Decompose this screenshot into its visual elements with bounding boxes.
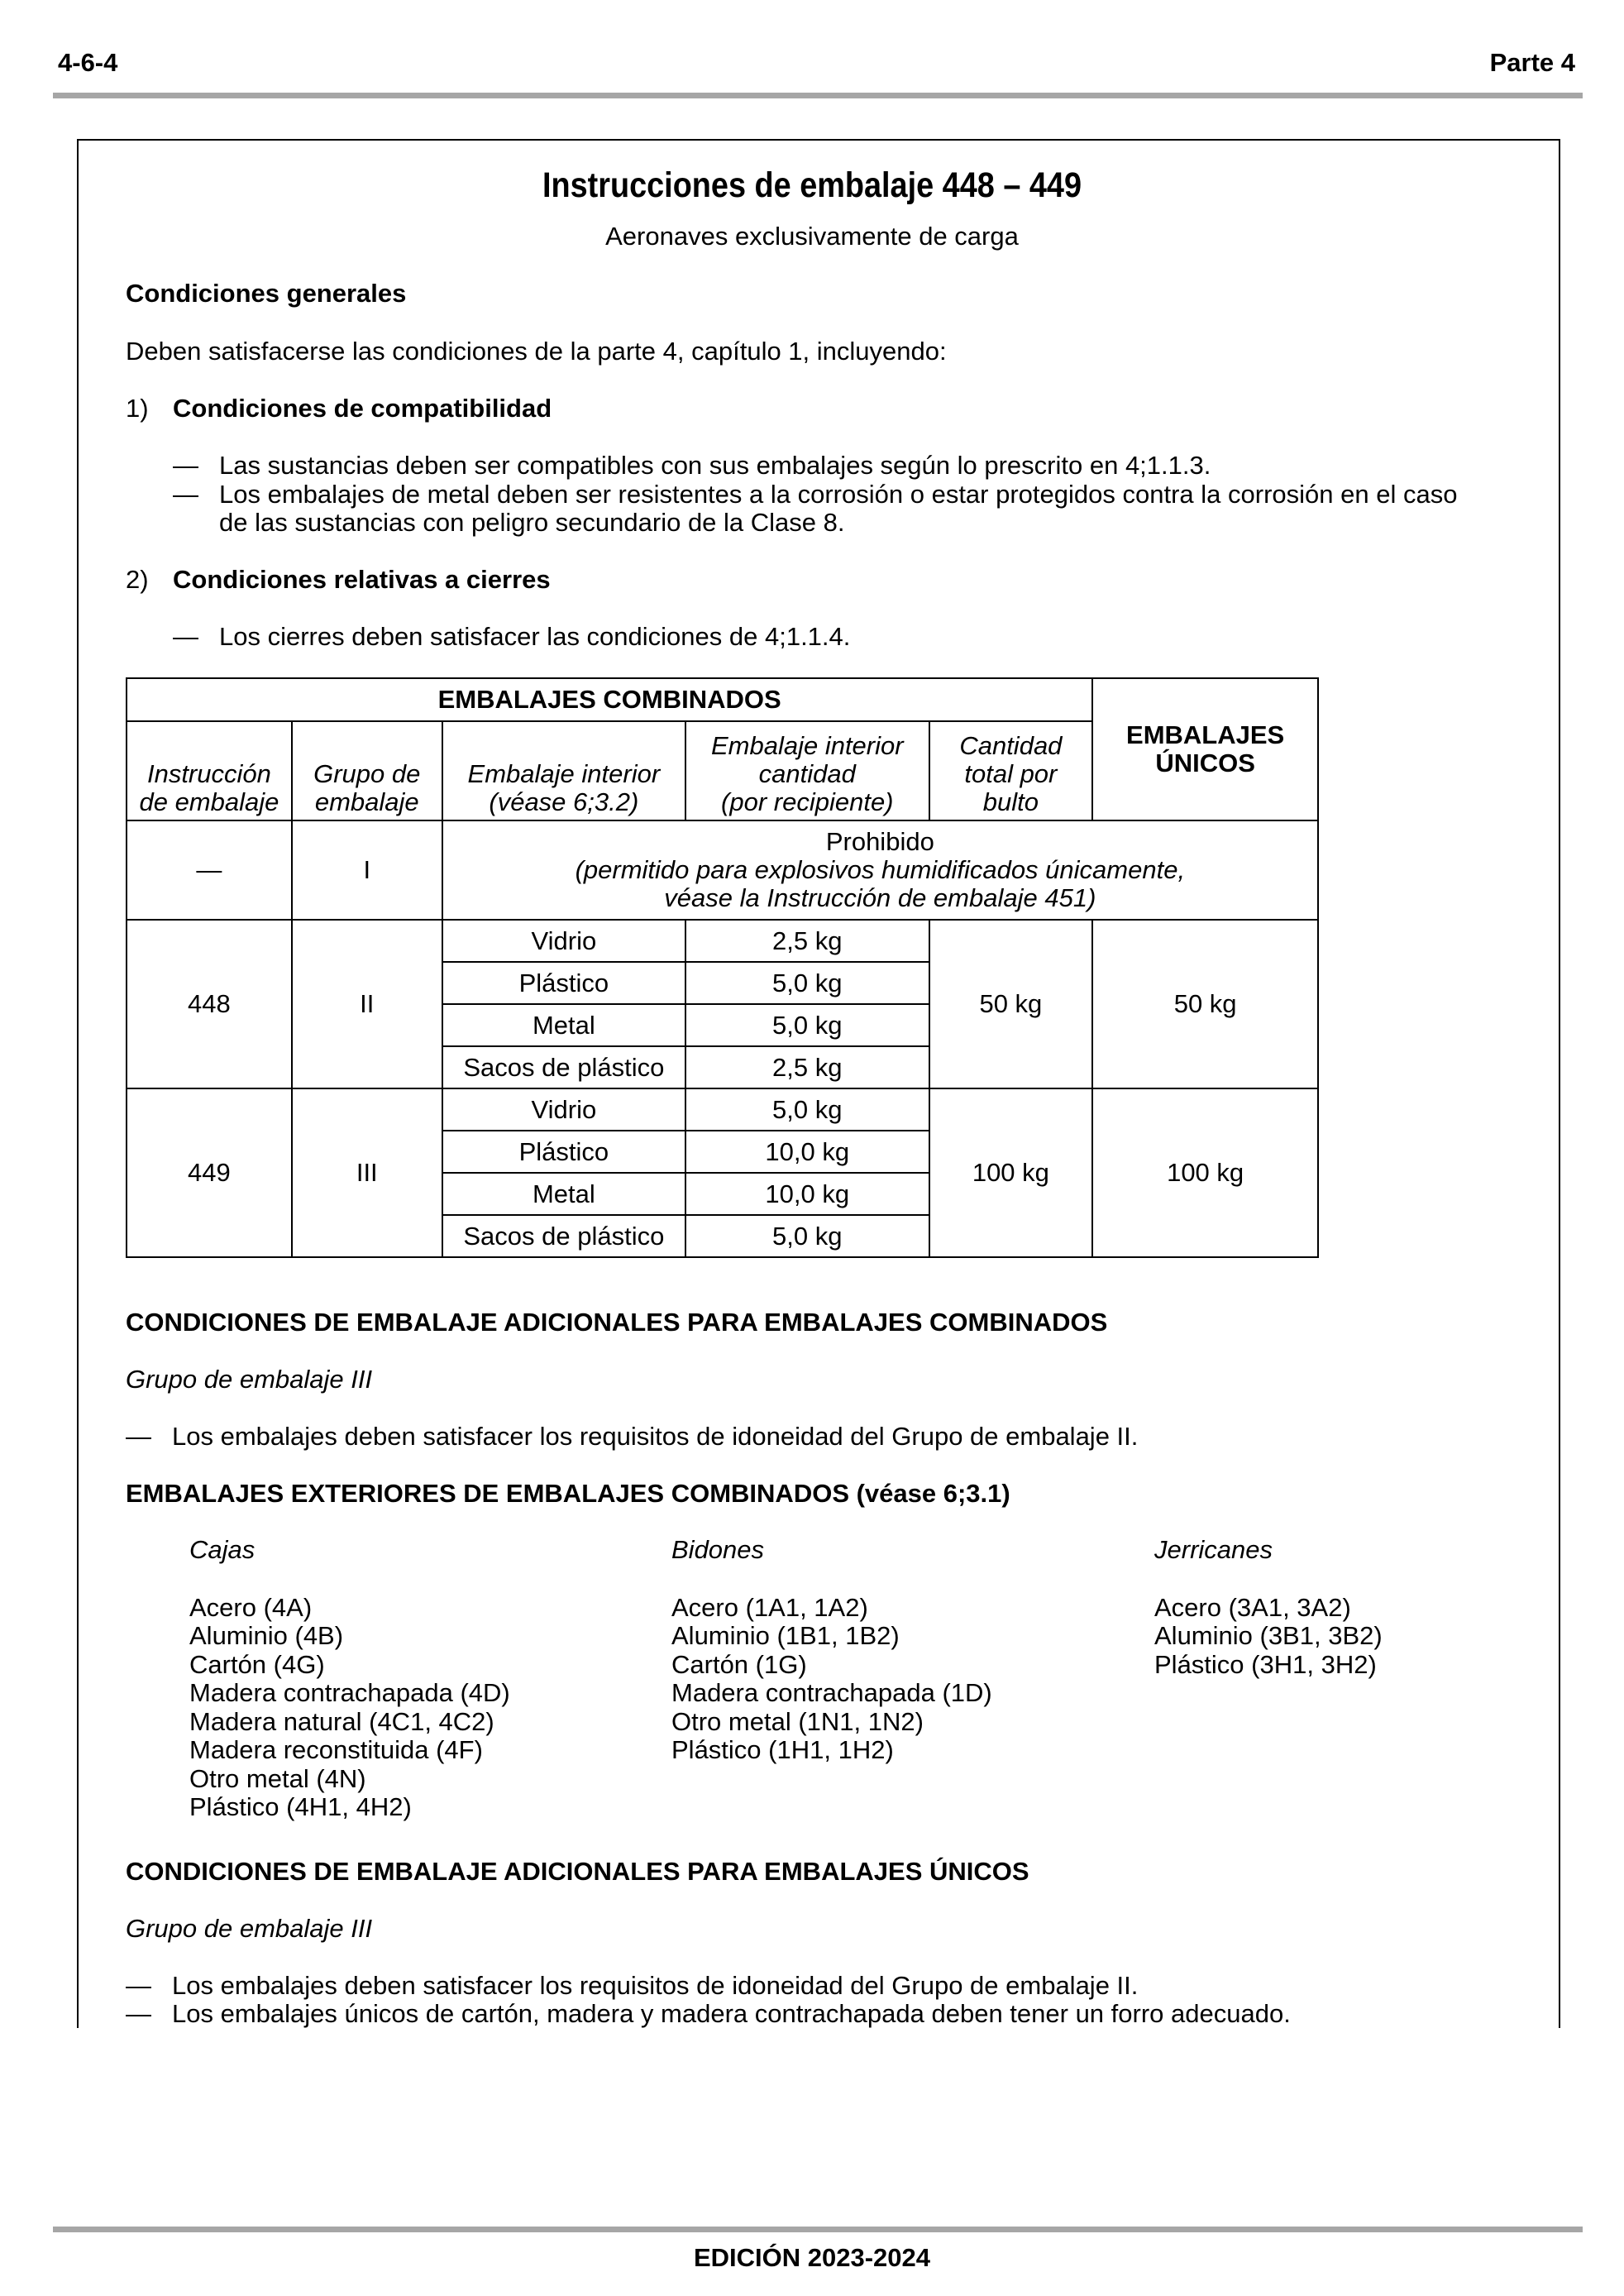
instruction-cell: — <box>127 820 292 920</box>
additional-single-group: Grupo de embalaje III <box>126 1914 373 1943</box>
inner-qty-cell: 5,0 kg <box>685 962 929 1004</box>
list-item: Acero (4A) <box>189 1592 313 1622</box>
cond1-number: 1) <box>126 394 149 423</box>
cond1-item-continued: de las sustancias con peligro secundario de la Clase 8. <box>219 508 845 537</box>
forbidden-note: Prohibido (permitido para explosivos humidificados únicamente, véase la Instrucción de embalaje 451) <box>442 820 1318 920</box>
list-item: Plástico (4H1, 4H2) <box>189 1792 412 1821</box>
single-cell: 100 kg <box>1092 1088 1318 1257</box>
group-cell: III <box>292 1088 442 1257</box>
group-cell: II <box>292 920 442 1088</box>
single-cell: 50 kg <box>1092 920 1318 1088</box>
cond1-item: Los embalajes de metal deben ser resistentes a la corrosión o estar protegidos contra la corrosión en el caso <box>219 480 1458 509</box>
page-number: 4-6-4 <box>58 48 118 77</box>
header-rule <box>53 93 1583 98</box>
inner-qty-cell: 2,5 kg <box>685 920 929 962</box>
single-header: EMBALAJES ÚNICOS <box>1092 678 1318 820</box>
inner-type-cell: Sacos de plástico <box>442 1215 685 1257</box>
additional-combined-heading: CONDICIONES DE EMBALAJE ADICIONALES PARA EMBALAJES COMBINADOS <box>126 1308 1108 1337</box>
total-cell: 50 kg <box>929 920 1093 1088</box>
inner-type-cell: Plástico <box>442 1131 685 1173</box>
col-inner-qty-header: Embalaje interior cantidad (por recipiente) <box>685 721 929 820</box>
list-item: Madera reconstituida (4F) <box>189 1735 483 1764</box>
inner-type-cell: Plástico <box>442 962 685 1004</box>
footer-rule <box>53 2227 1583 2232</box>
table-row-forbidden <box>127 820 1318 920</box>
list-item: Acero (3A1, 3A2) <box>1154 1592 1351 1622</box>
dash: — <box>126 1422 151 1451</box>
dash: — <box>173 480 198 509</box>
additional-single-heading: CONDICIONES DE EMBALAJE ADICIONALES PARA EMBALAJES ÚNICOS <box>126 1857 1029 1886</box>
part-label: Parte 4 <box>1489 48 1575 77</box>
total-cell: 100 kg <box>929 1088 1093 1257</box>
dash: — <box>173 451 198 480</box>
additional-single-item: Los embalajes deben satisfacer los requisitos de idoneidad del Grupo de embalaje II. <box>172 1971 1139 2000</box>
list-item: Madera natural (4C1, 4C2) <box>189 1706 494 1736</box>
page-title: Instrucciones de embalaje 448 – 449 <box>542 165 1082 205</box>
instruction-cell: 448 <box>127 920 292 1088</box>
list-item: Aluminio (4B) <box>189 1621 344 1650</box>
dash: — <box>173 622 198 651</box>
edition-footer: EDICIÓN 2023-2024 <box>693 2243 931 2272</box>
combined-header: EMBALAJES COMBINADOS <box>127 678 1092 721</box>
inner-qty-cell: 2,5 kg <box>685 1046 929 1088</box>
general-intro: Deben satisfacerse las condiciones de la parte 4, capítulo 1, incluyendo: <box>126 337 947 366</box>
inner-qty-cell: 5,0 kg <box>685 1215 929 1257</box>
additional-combined-group: Grupo de embalaje III <box>126 1365 373 1394</box>
page-subtitle: Aeronaves exclusivamente de carga <box>605 222 1019 251</box>
additional-combined-item: Los embalajes deben satisfacer los requisitos de idoneidad del Grupo de embalaje II. <box>172 1422 1139 1451</box>
instruction-cell: 449 <box>127 1088 292 1257</box>
col-total-header: Cantidad total por bulto <box>929 721 1093 820</box>
table-row <box>127 1088 1318 1131</box>
inner-qty-cell: 10,0 kg <box>685 1131 929 1173</box>
col-instruction-header: Instrucción de embalaje <box>127 721 292 820</box>
list-item: Aluminio (3B1, 3B2) <box>1154 1621 1383 1650</box>
general-heading: Condiciones generales <box>126 279 407 308</box>
inner-type-cell: Sacos de plástico <box>442 1046 685 1088</box>
list-item: Plástico (3H1, 3H2) <box>1154 1649 1377 1679</box>
dash: — <box>126 1971 151 2000</box>
dash: — <box>126 1999 151 2028</box>
table-row <box>127 920 1318 962</box>
list-item: Aluminio (1B1, 1B2) <box>671 1621 900 1650</box>
additional-single-item: Los embalajes únicos de cartón, madera y madera contrachapada deben tener un forro adecuado. <box>172 1999 1291 2028</box>
list-item: Otro metal (4N) <box>189 1763 366 1793</box>
outer-packagings-heading: EMBALAJES EXTERIORES DE EMBALAJES COMBINADOS (véase 6;3.1) <box>126 1479 1010 1508</box>
outer-column-jerricans <box>1154 1536 1383 1679</box>
list-item: Madera contrachapada (1D) <box>671 1678 992 1707</box>
outer-column-boxes <box>189 1536 510 1822</box>
col-group-header: Grupo de embalaje <box>292 721 442 820</box>
inner-qty-cell: 5,0 kg <box>685 1004 929 1046</box>
cond2-number: 2) <box>126 565 149 594</box>
cond1-heading: Condiciones de compatibilidad <box>173 394 552 423</box>
cond2-heading: Condiciones relativas a cierres <box>173 565 551 594</box>
column-title: Cajas <box>189 1535 256 1564</box>
list-item: Otro metal (1N1, 1N2) <box>671 1706 924 1736</box>
packing-table <box>126 677 1319 1258</box>
cond2-item: Los cierres deben satisfacer las condiciones de 4;1.1.4. <box>219 622 851 651</box>
col-inner-header: Embalaje interior (véase 6;3.2) <box>442 721 685 820</box>
column-title: Jerricanes <box>1154 1535 1273 1564</box>
inner-type-cell: Vidrio <box>442 1088 685 1131</box>
list-item: Plástico (1H1, 1H2) <box>671 1735 894 1764</box>
inner-type-cell: Metal <box>442 1173 685 1215</box>
group-cell: I <box>292 820 442 920</box>
column-title: Bidones <box>671 1535 765 1564</box>
list-item: Cartón (1G) <box>671 1649 807 1679</box>
list-item: Madera contrachapada (4D) <box>189 1678 510 1707</box>
cond1-item: Las sustancias deben ser compatibles con sus embalajes según lo prescrito en 4;1.1.3. <box>219 451 1211 480</box>
list-item: Acero (1A1, 1A2) <box>671 1592 868 1622</box>
inner-qty-cell: 10,0 kg <box>685 1173 929 1215</box>
inner-qty-cell: 5,0 kg <box>685 1088 929 1131</box>
inner-type-cell: Vidrio <box>442 920 685 962</box>
inner-type-cell: Metal <box>442 1004 685 1046</box>
outer-column-drums <box>671 1536 992 1765</box>
list-item: Cartón (4G) <box>189 1649 325 1679</box>
